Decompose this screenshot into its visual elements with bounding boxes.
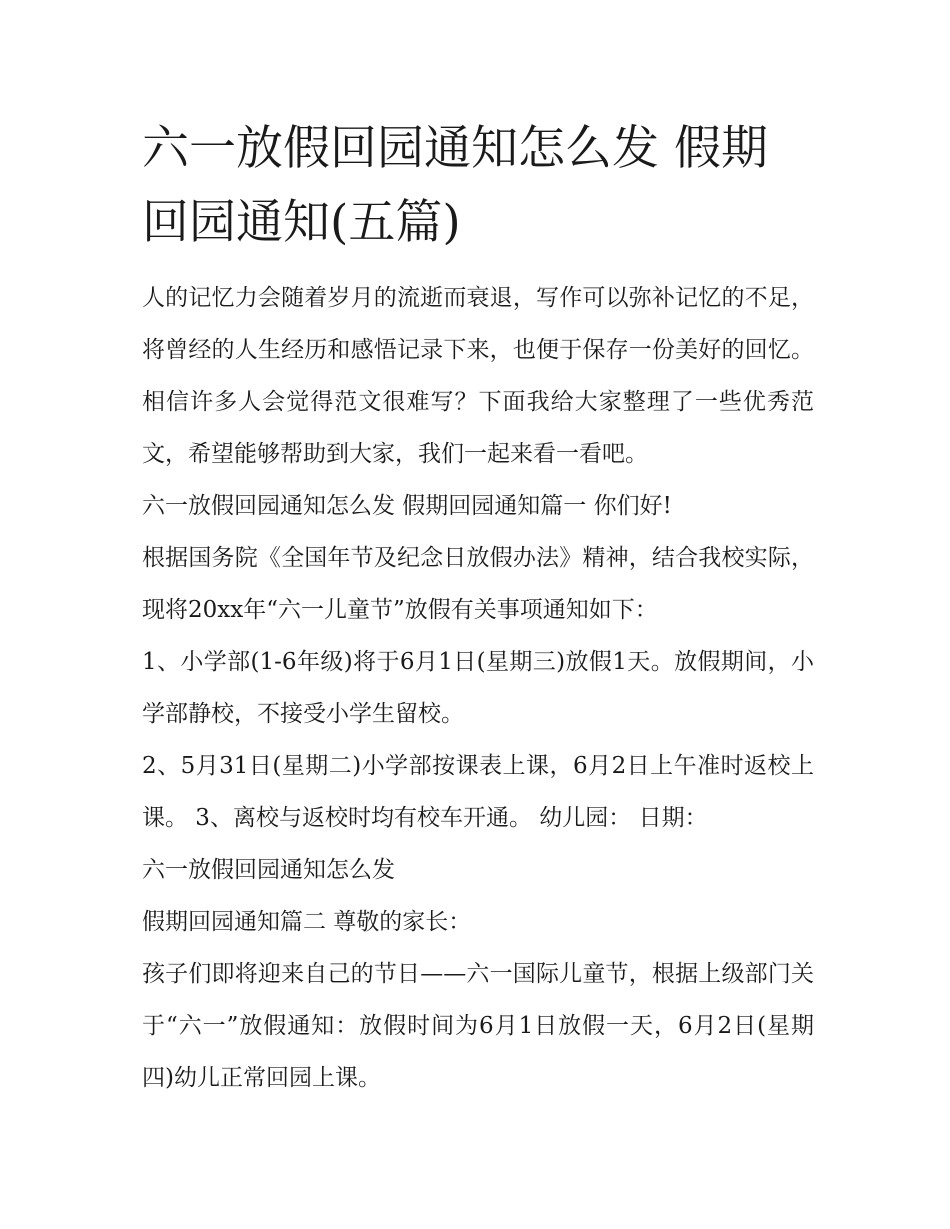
paragraph-item-1: 1、小学部(1-6年级)将于6月1日(星期三)放假1天。放假期间，小学部静校，不接受小学生留校。 (142, 649, 814, 727)
paragraph-item-2-3: 2、5月31日(星期二)小学部按课表上课，6月2日上午准时返校上课。 3、离校与返校时均有校车开通。 幼儿园： 日期： (142, 753, 814, 831)
paragraph-notice-1-body: 根据国务院《全国年节及纪念日放假办法》精神，结合我校实际，现将20xx年“六一儿童节”放假有关事项通知如下： (142, 545, 814, 623)
paragraph-notice-1-heading: 六一放假回园通知怎么发 假期回园通知篇一 你们好! (142, 493, 672, 519)
paragraph-notice-2-heading: 假期回园通知篇二 尊敬的家长： (142, 909, 472, 935)
paragraph-notice-2-body: 孩子们即将迎来自己的节日——六一国际儿童节，根据上级部门关于“六一”放假通知：放假时间为6月1日放假一天，6月2日(星期四)幼儿正常回园上课。 (142, 961, 814, 1091)
paragraph-subtitle: 六一放假回园通知怎么发 (142, 857, 395, 883)
document-title: 六一放假回园通知怎么发 假期回园通知(五篇) (142, 121, 768, 250)
document-page (142, 112, 814, 1104)
paragraph-intro: 人的记忆力会随着岁月的流逝而衰退，写作可以弥补记忆的不足，将曾经的人生经历和感悟记录下来，也便于保存一份美好的回忆。相信许多人会觉得范文很难写？下面我给大家整理了一些优秀范文，希望能够帮助到大家，我们一起来看一看吧。 (142, 285, 814, 467)
